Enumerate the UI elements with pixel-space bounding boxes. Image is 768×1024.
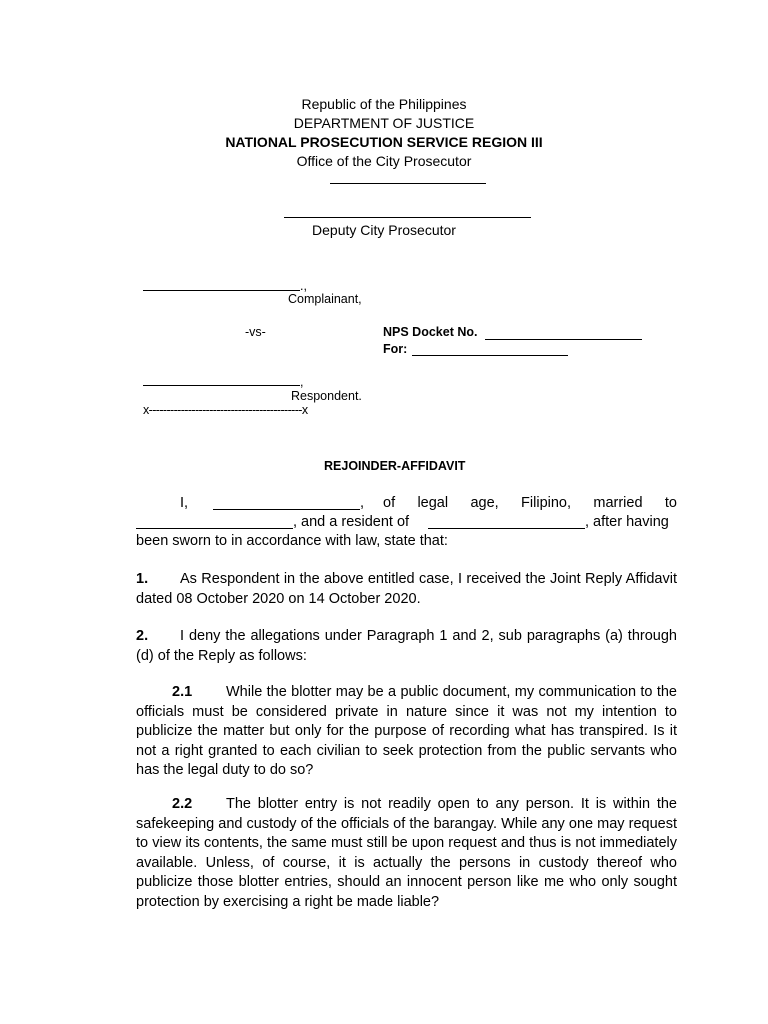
paragraph-1 — [136, 570, 677, 609]
paragraph-1-period: . — [416, 590, 421, 607]
paragraph-1-text: As Respondent in the above entitled case, I received the Joint Reply Affidavit dated — [136, 571, 677, 607]
spouse-name-blank — [136, 528, 293, 529]
paragraph-2-1 — [136, 683, 677, 781]
paragraph-2 — [136, 627, 677, 666]
respondent-name-blank — [143, 385, 300, 386]
header-office: Office of the City Prosecutor — [296, 153, 472, 169]
intro-after-having: , after having — [585, 514, 669, 530]
intro-legal-age: of legal age, Filipino, married to — [383, 495, 677, 511]
paragraph-1-text-on: on — [284, 590, 309, 607]
respondent-label: Respondent. — [291, 389, 362, 403]
docket-label: NPS Docket No. — [383, 325, 478, 339]
for-label: For: — [383, 342, 408, 356]
paragraph-1-date-received: 14 October 2020 — [308, 590, 417, 607]
complainant-name-blank — [143, 290, 300, 291]
intro-comma: , — [360, 495, 365, 511]
complainant-label: Complainant, — [288, 292, 362, 306]
prosecutor-name-blank — [284, 217, 531, 218]
for-offense-blank — [412, 355, 568, 356]
versus-label: -vs- — [245, 325, 266, 339]
header-nps-region: NATIONAL PROSECUTION SERVICE REGION III — [225, 134, 543, 150]
paragraph-2-number: 2. — [136, 628, 149, 644]
paragraph-2-2 — [136, 795, 677, 912]
header-blank-line — [330, 183, 486, 184]
docket-number-blank — [485, 339, 642, 340]
residence-blank — [428, 528, 585, 529]
respondent-punct: , — [300, 375, 304, 389]
paragraph-2-text: I deny the allegations under Paragraph 1 and 2, sub paragraphs (a) through (d) of the Reply as follows: — [136, 628, 677, 664]
header-department: DEPARTMENT OF JUSTICE — [293, 115, 475, 131]
paragraph-2-2-text: The blotter entry is not readily open to any person. It is within the safekeeping and custody of the officials of the barangay. While any one may request to view its contents, the same must still be upon request and thus is not immediately available. Unless, of course, it is actually the persons in custody thereof who publicize those blotter entries, should an innocent person like me who only sought protection by exercising a right be made liable? — [136, 796, 677, 910]
paragraph-1-date-dated: 08 October 2020 — [176, 590, 285, 607]
header-deputy-prosecutor: Deputy City Prosecutor — [312, 222, 456, 238]
paragraph-2-2-number: 2.2 — [172, 796, 193, 812]
intro-i: I, — [180, 495, 189, 511]
intro-resident: , and a resident of — [293, 514, 410, 530]
caption-divider: x-------------------------------------------x — [143, 403, 308, 417]
paragraph-1-number: 1. — [136, 571, 149, 587]
intro-sworn: been sworn to in accordance with law, state that: — [136, 533, 448, 549]
complainant-punct: ., — [300, 279, 307, 293]
paragraph-2-1-text: While the blotter may be a public document, my communication to the officials must be considered private in nature since it was not my intention to publicize the matter but only for the purpose of recording what has transpired. Is it not a right granted to each civilian to seek protection from the public servants who has the legal duty to do so? — [136, 684, 677, 778]
header-republic: Republic of the Philippines — [301, 96, 467, 112]
paragraph-2-1-number: 2.1 — [172, 684, 193, 700]
document-title: REJOINDER-AFFIDAVIT — [324, 459, 466, 473]
affiant-name-blank — [213, 509, 360, 510]
